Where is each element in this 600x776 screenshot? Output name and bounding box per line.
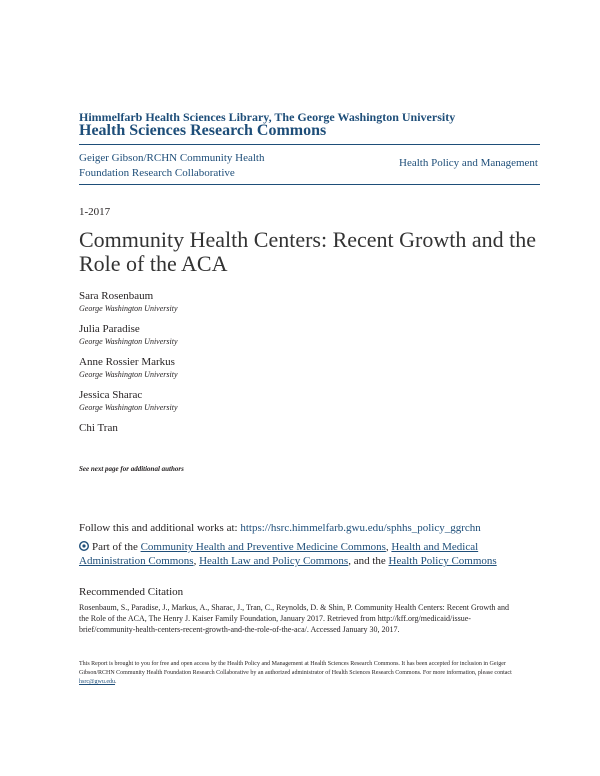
- author-affiliation: George Washington University: [79, 304, 178, 313]
- follow-line: [79, 522, 481, 534]
- author-item: [79, 323, 539, 347]
- separator: , and the: [348, 555, 389, 567]
- commons-link[interactable]: Health Law and Policy Commons: [199, 555, 349, 567]
- author-item: [79, 422, 539, 435]
- author-name: Julia Paradise: [79, 323, 140, 335]
- author-affiliation: George Washington University: [79, 337, 178, 346]
- separator: ,: [385, 541, 392, 553]
- commons-link[interactable]: Health and Medical Administration Commons: [79, 541, 479, 567]
- citation-text: Rosenbaum, S., Paradise, J., Markus, A., Sharac, J., Tran, C., Reynolds, D. & Shin, P. Community Health Centers: Recent Growth and the Role of the ACA, The Henry J. Kaiser Family Foundation, January 2017. Retrieved from http://kff.org/medicaid/issue-brief/community-health-centers-recent-growth-and-the-role-of-the-aca/. Accessed January 30, 2017.: [79, 603, 509, 634]
- network-icon: [79, 541, 89, 551]
- author-name: Jessica Sharac: [79, 389, 143, 401]
- author-item: [79, 356, 539, 380]
- header-divider-bottom: [79, 184, 540, 185]
- recommended-citation-heading: Recommended Citation: [79, 586, 184, 598]
- see-next-note: See next page for additional authors: [79, 465, 184, 473]
- author-affiliation: George Washington University: [79, 370, 178, 379]
- commons-link[interactable]: Community Health and Preventive Medicine Commons: [140, 541, 386, 553]
- contact-email-link[interactable]: hsrc@gwu.edu: [79, 679, 116, 685]
- footer-end: .: [115, 679, 117, 685]
- part-of-prefix: Part of the: [92, 541, 141, 553]
- follow-url-link[interactable]: https://hsrc.himmelfarb.gwu.edu/sphhs_policy_ggrchn: [240, 522, 481, 534]
- author-item: [79, 290, 539, 314]
- separator: ,: [193, 555, 200, 567]
- department-link[interactable]: Health Policy and Management: [399, 157, 538, 169]
- follow-text: Follow this and additional works at:: [79, 522, 241, 534]
- author-affiliation: George Washington University: [79, 403, 178, 412]
- author-item: [79, 389, 539, 413]
- footer-note: [79, 660, 519, 687]
- repository-name[interactable]: Health Sciences Research Commons: [79, 122, 327, 139]
- institution-name: Himmelfarb Health Sciences Library, The George Washington University: [79, 110, 456, 124]
- footer-text: This Report is brought to you for free and open access by the Health Policy and Management at Health Sciences Research Commons. It has been accepted for inclusion in Geiger Gibson/RCHN Community Health Foundation Research Collaborative by an authorized administrator of Health Sciences Research Commons. For more information, please contact: [79, 661, 512, 676]
- header-divider: [79, 144, 540, 145]
- document-title: Community Health Centers: Recent Growth and the Role of the ACA: [79, 227, 537, 276]
- author-list: [79, 290, 539, 444]
- author-name: Anne Rossier Markus: [79, 356, 175, 368]
- author-name: Sara Rosenbaum: [79, 290, 154, 302]
- part-of-line: [79, 540, 519, 568]
- author-name: Chi Tran: [79, 422, 118, 434]
- collection-link[interactable]: Geiger Gibson/RCHN Community Health Foundation Research Collaborative: [79, 152, 265, 179]
- commons-link[interactable]: Health Policy Commons: [388, 555, 497, 567]
- publication-date: 1-2017: [79, 206, 111, 218]
